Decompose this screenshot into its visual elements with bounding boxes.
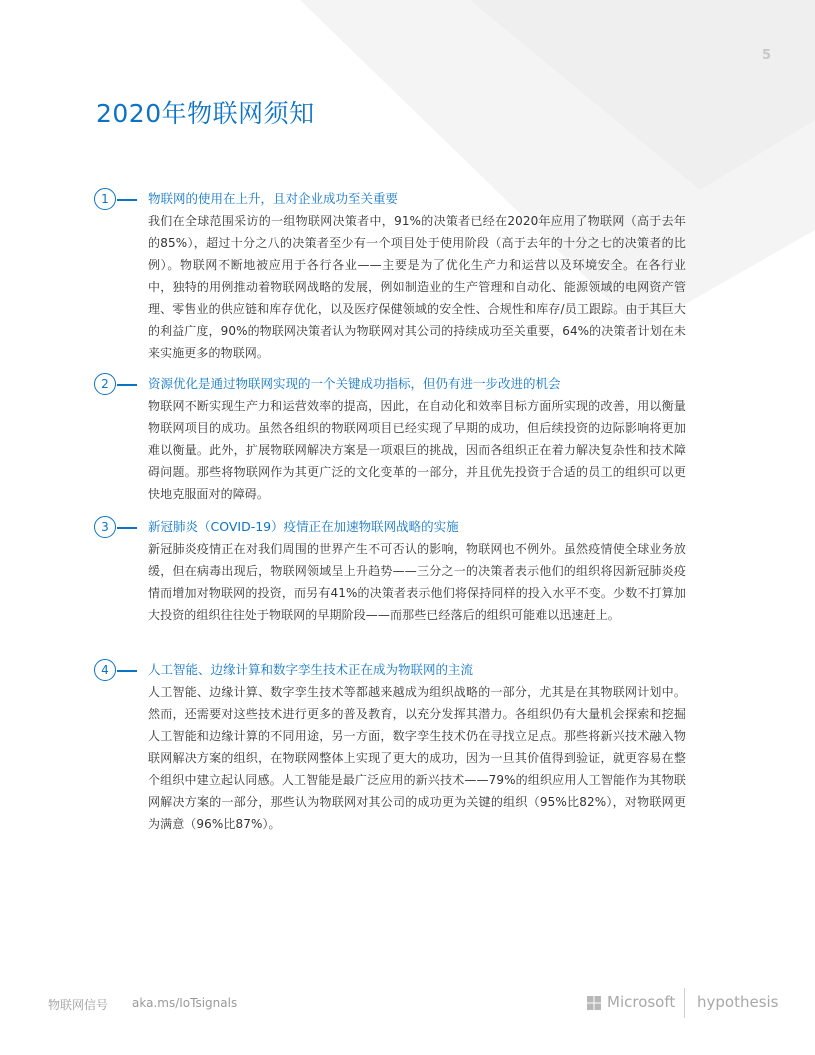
section-number-badge: 2: [94, 373, 116, 395]
footer-divider: [684, 988, 685, 1018]
section-marker: [94, 516, 142, 538]
page-number: 5: [761, 48, 771, 63]
footer-link[interactable]: aka.ms/IoTsignals: [132, 996, 238, 1010]
section-body: 人工智能、边缘计算、数字孪生技术等都越来越成为组织战略的一部分，尤其是在其物联网计划中。然而，还需要对这些技术进行更多的普及教育，以充分发挥其潜力。各组织仍有大量机会探索和挖掘人工智能和边缘计算的不同用途，另一方面，数字孪生技术仍在寻找立足点。那些将新兴技术融入物联网解决方案的组织，在物联网整体上实现了更大的成功，因为一旦其价值得到验证，就更容易在整个组织中建立起认同感。人工智能是最广泛应用的新兴技术——79%的组织应用人工智能作为其物联网解决方案的一部分，那些认为物联网对其公司的成功更为关键的组织（95%比82%），对物联网更为满意（96%比87%）。: [148, 685, 686, 831]
section-number-badge: 4: [94, 659, 116, 681]
section-marker: [94, 188, 142, 210]
hypothesis-brand-name: hypothesis: [697, 993, 779, 1011]
section-heading: 新冠肺炎（COVID-19）疫情正在加速物联网战略的实施: [148, 519, 459, 534]
section-marker-line: [117, 527, 137, 529]
microsoft-brand-name: Microsoft: [607, 993, 676, 1011]
section-marker-line: [117, 384, 137, 386]
footer-label: 物联网信号: [48, 998, 109, 1012]
section-heading: 物联网的使用在上升，且对企业成功至关重要: [148, 191, 399, 206]
microsoft-logo-icon: [587, 996, 601, 1010]
section-marker: [94, 659, 142, 681]
section-body: 物联网不断实现生产力和运营效率的提高，因此，在自动化和效率目标方面所实现的改善，用以衡量物联网项目的成功。虽然各组织的物联网项目已经实现了早期的成功，但后续投资的边际影响将更加难以衡量。此外，扩展物联网解决方案是一项艰巨的挑战，因而各组织正在着力解决复杂性和技术障碍问题。那些将物联网作为其更广泛的文化变革的一部分，并且优先投资于合适的员工的组织可以更快地克服面对的障碍。: [148, 399, 686, 501]
section-number-badge: 1: [94, 188, 116, 210]
page-title: 2020年物联网须知: [96, 99, 315, 128]
section-marker-line: [117, 670, 137, 672]
section-heading: 人工智能、边缘计算和数字孪生技术正在成为物联网的主流: [148, 662, 474, 677]
section-body: 我们在全球范围采访的一组物联网决策者中，91%的决策者已经在2020年应用了物联网（高于去年的85%），超过十分之八的决策者至少有一个项目处于使用阶段（高于去年的十分之七的决策者的比例）。物联网不断地被应用于各行各业——主要是为了优化生产力和运营以及环境安全。在各行业中，独特的用例推动着物联网战略的发展，例如制造业的生产管理和自动化、能源领域的电网资产管理、零售业的供应链和库存优化，以及医疗保健领域的安全性、合规性和库存/员工跟踪。由于其巨大的利益广度，90%的物联网决策者认为物联网对其公司的持续成功至关重要，64%的决策者计划在未来实施更多的物联网。: [148, 214, 686, 360]
section-body: 新冠肺炎疫情正在对我们周围的世界产生不可否认的影响，物联网也不例外。虽然疫情使全球业务放缓，但在病毒出现后，物联网领域呈上升趋势——三分之一的决策者表示他们的组织将因新冠肺炎疫情而增加对物联网的投资，而另有41%的决策者表示他们将保持同样的投入水平不变。少数不打算加大投资的组织往往处于物联网的早期阶段——而那些已经落后的组织可能难以迅速赶上。: [148, 542, 686, 622]
section-number-badge: 3: [94, 516, 116, 538]
section-marker: [94, 373, 142, 395]
section-marker-line: [117, 199, 137, 201]
section-heading: 资源优化是通过物联网实现的一个关键成功指标，但仍有进一步改进的机会: [148, 376, 561, 391]
